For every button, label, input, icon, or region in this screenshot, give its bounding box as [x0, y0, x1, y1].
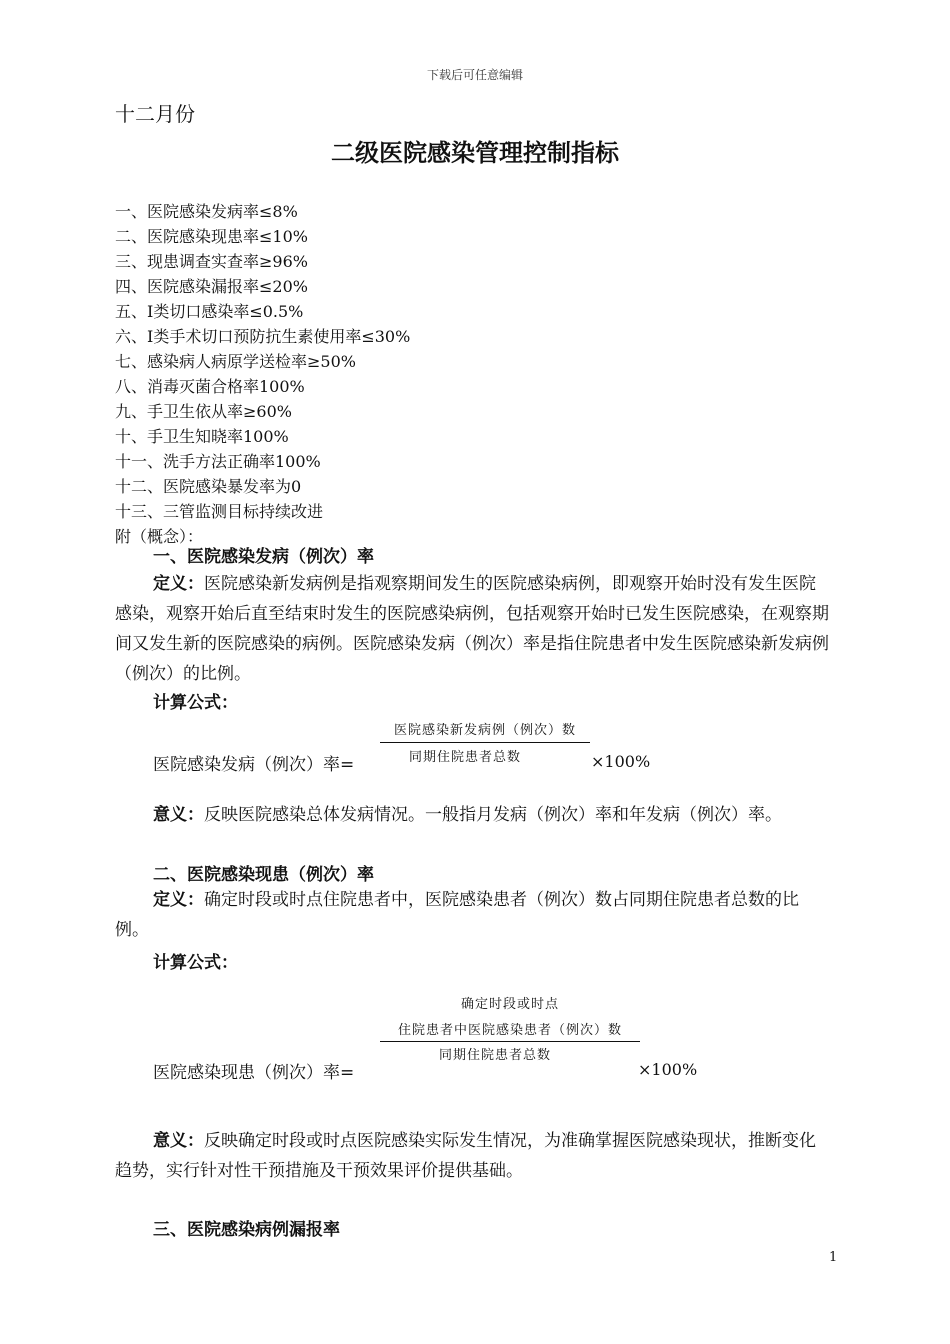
indicator-item: 一、医院感染发病率≤8%: [115, 202, 298, 221]
indicator-item: 十二、医院感染暴发率为0: [115, 477, 302, 496]
document-title: 二级医院感染管理控制指标: [331, 139, 619, 167]
appendix-label: 附（概念）：: [115, 527, 204, 546]
indicator-item: 十、手卫生知晓率100%: [115, 427, 289, 446]
indicator-item: 五、I类切口感染率≤0.5%: [115, 302, 304, 321]
formula2-lhs: 医院感染现患（例次）率=: [153, 1063, 355, 1083]
month-label: 十二月份: [115, 102, 195, 126]
indicator-item: 十一、洗手方法正确率100%: [115, 452, 321, 471]
section2-definition: [115, 885, 829, 945]
page-number: 1: [829, 1250, 838, 1265]
definition-text: 医院感染新发病例是指观察期间发生的医院感染病例，即观察开始时没有发生医院感染，观察开始后直至结束时发生的医院感染病例，包括观察开始时已发生医院感染，在观察期间又发生新的医院感染的病例。医院感染发病（例次）率是指住院患者中发生医院感染新发病例（例次）的比例。: [115, 574, 829, 684]
meaning-text: 反映确定时段或时点医院感染实际发生情况，为准确掌握医院感染现状，推断变化趋势，实行针对性干预措施及干预效果评价提供基础。: [115, 1131, 816, 1181]
section1-heading: 一、医院感染发病（例次）率: [153, 547, 374, 567]
section2-formula-label: 计算公式：: [153, 953, 238, 973]
formula2-numerator-line2: 住院患者中医院感染患者（例次）数: [397, 1023, 622, 1038]
indicator-item: 三、现患调查实查率≥96%: [115, 252, 308, 271]
definition-label: 定义：: [153, 574, 204, 594]
formula1-fraction-line: [380, 742, 590, 743]
section3-heading: 三、医院感染病例漏报率: [153, 1220, 340, 1240]
indicator-list: [115, 199, 410, 549]
section1-definition: [115, 569, 829, 689]
meaning-label: 意义：: [153, 1131, 204, 1151]
indicator-item: 九、手卫生依从率≥60%: [115, 402, 292, 421]
section2-heading: 二、医院感染现患（例次）率: [153, 865, 374, 885]
meaning-label: 意义：: [153, 805, 204, 825]
formula1-lhs: 医院感染发病（例次）率=: [153, 755, 355, 775]
formula2-numerator-line1: 确定时段或时点: [460, 997, 559, 1012]
formula2-multiplier: ×100%: [638, 1060, 698, 1079]
indicator-item: 十三、三管监测目标持续改进: [115, 502, 324, 521]
formula2-fraction-line: [380, 1041, 640, 1042]
formula1-numerator: 医院感染新发病例（例次）数: [393, 723, 576, 738]
formula1-multiplier: ×100%: [591, 752, 651, 771]
section2-meaning: [115, 1126, 829, 1186]
definition-text: 确定时段或时点住院患者中，医院感染患者（例次）数占同期住院患者总数的比例。: [115, 890, 799, 940]
indicator-item: 六、I类手术切口预防抗生素使用率≤30%: [115, 327, 411, 346]
meaning-text: 反映医院感染总体发病情况。一般指月发病（例次）率和年发病（例次）率。: [204, 805, 782, 825]
indicator-item: 八、消毒灭菌合格率100%: [115, 377, 305, 396]
header-note: 下载后可任意编辑: [426, 68, 523, 82]
indicator-item: 七、感染病人病原学送检率≥50%: [115, 352, 356, 371]
indicator-item: 四、医院感染漏报率≤20%: [115, 277, 308, 296]
formula2-denominator: 同期住院患者总数: [438, 1048, 551, 1063]
definition-label: 定义：: [153, 890, 204, 910]
section1-meaning: [115, 800, 829, 830]
formula1-denominator: 同期住院患者总数: [408, 750, 521, 765]
section1-formula-label: 计算公式：: [153, 693, 238, 713]
indicator-item: 二、医院感染现患率≤10%: [115, 227, 308, 246]
